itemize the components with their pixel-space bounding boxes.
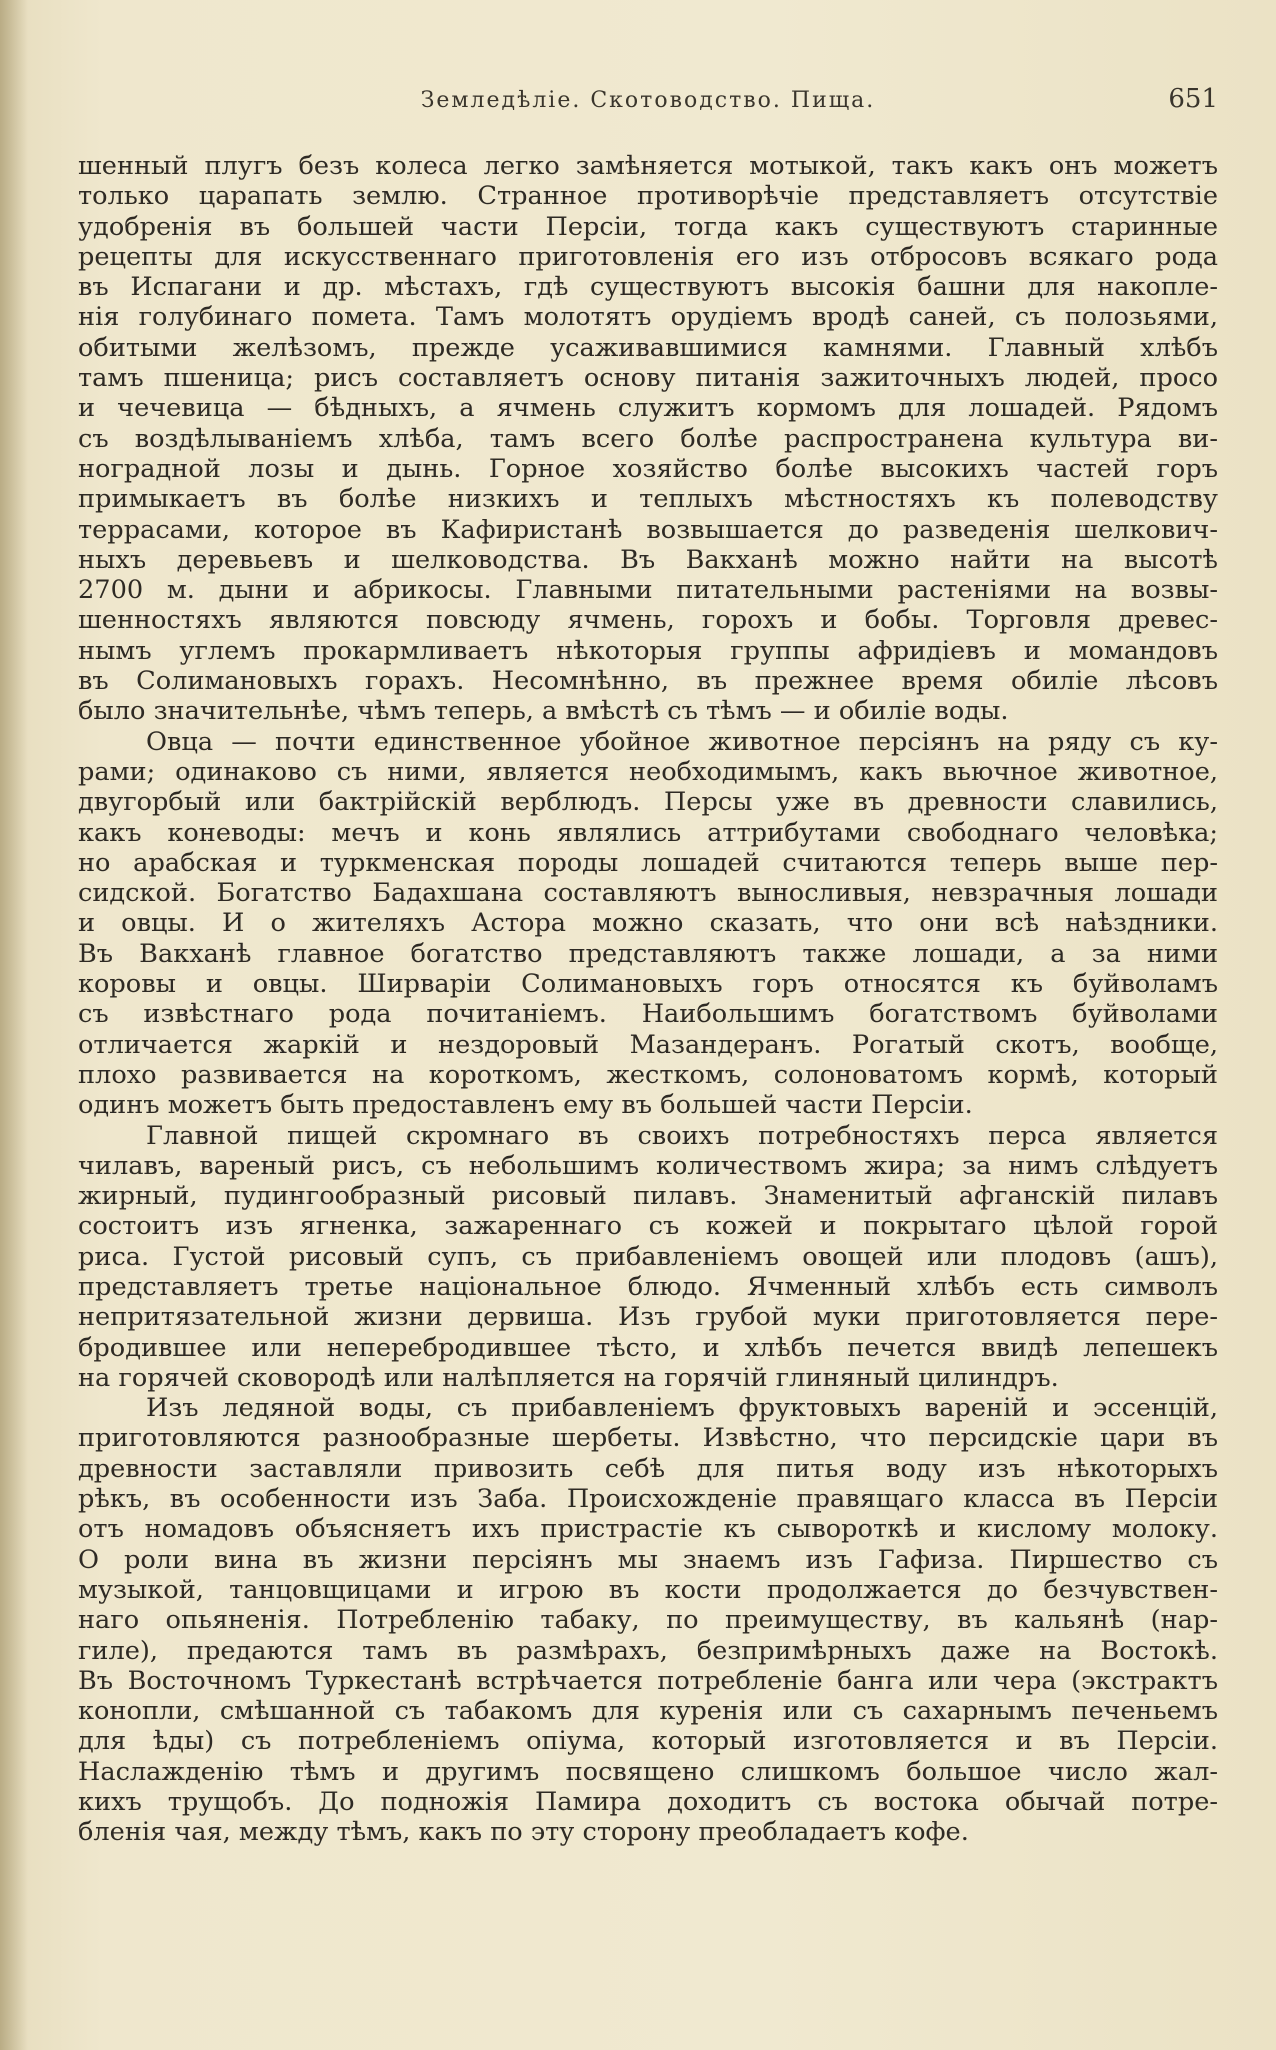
text-line: съ извѣстнаго рода почитаніемъ. Наибольшимъ богатствомъ буйволами — [78, 999, 1218, 1030]
text-line: рецепты для искусственнаго приготовленія его изъ отбросовъ всякаго рода — [78, 241, 1218, 272]
text-line: въ Солимановыхъ горахъ. Несомнѣнно, въ прежнее время обиліе лѣсовъ — [78, 666, 1218, 697]
text-line: въ Испагани и др. мѣстахъ, гдѣ существуютъ высокія башни для накопле- — [78, 272, 1218, 303]
text-line: только царапать землю. Странное противорѣчіе представляетъ отсутствіе — [78, 181, 1218, 212]
text-line: одинъ можетъ быть предоставленъ ему въ большей части Персіи. — [78, 1090, 973, 1121]
text-line: риса. Густой рисовый супъ, съ прибавленіемъ овощей или плодовъ (ашъ), — [78, 1241, 1218, 1272]
text-line: кихъ трущобъ. До подножія Памира доходитъ съ востока обычай потре- — [78, 1787, 1218, 1818]
text-line: нія голубинаго помета. Тамъ молотятъ орудіемъ вродѣ саней, съ полозьями, — [78, 302, 1218, 333]
text-line: музыкой, танцовщицами и игрою въ кости продолжается до безчувствен- — [78, 1574, 1218, 1605]
text-line: гиле), предаются тамъ въ размѣрахъ, безпримѣрныхъ даже на Востокѣ. — [78, 1635, 1218, 1666]
text-line: и чечевица — бѣдныхъ, а ячмень служитъ кормомъ для лошадей. Рядомъ — [78, 393, 1218, 424]
text-line: нымъ углемъ прокармливаетъ нѣкоторыя группы афридіевъ и момандовъ — [78, 635, 1218, 666]
text-line: ныхъ деревьевъ и шелководства. Въ Вакханѣ можно найти на высотѣ — [78, 544, 1218, 575]
paragraph — [78, 727, 1218, 1121]
page-body — [78, 151, 1218, 1848]
text-line: сидской. Богатство Бадахшана составляютъ выносливыя, невзрачныя лошади — [78, 878, 1218, 909]
text-line: примыкаетъ въ болѣе низкихъ и теплыхъ мѣстностяхъ къ полеводству — [78, 484, 1218, 515]
text-line: террасами, которое въ Кафиристанѣ возвышается до разведенія шелкович- — [78, 514, 1218, 545]
text-line: Въ Вакханѣ главное богатство представляютъ также лошади, а за ними — [78, 938, 1218, 969]
text-line: Главной пищей скромнаго въ своихъ потребностяхъ перса является — [146, 1120, 1218, 1151]
text-line: рами; одинаково съ ними, является необходимымъ, какъ вьючное животное, — [78, 756, 1218, 787]
text-line: Изъ ледяной воды, съ прибавленіемъ фруктовыхъ вареній и эссенцій, — [146, 1393, 1218, 1424]
text-line: было значительнѣе, чѣмъ теперь, а вмѣстѣ съ тѣмъ — и обиліе воды. — [78, 696, 1009, 727]
text-line: но арабская и туркменская породы лошадей считаются теперь выше пер- — [78, 847, 1218, 878]
text-line: отличается жаркій и нездоровый Мазандеранъ. Рогатый скотъ, вообще, — [78, 1029, 1218, 1060]
text-line: и овцы. И о жителяхъ Астора можно сказать, что они всѣ наѣздники. — [78, 908, 1218, 939]
text-line: тамъ пшеница; рисъ составляетъ основу питанія зажиточныхъ людей, просо — [78, 363, 1218, 394]
text-line: состоитъ изъ ягненка, зажареннаго съ кожей и покрытаго цѣлой горой — [78, 1211, 1218, 1242]
paragraph — [78, 151, 1218, 727]
text-line: Овца — почти единственное убойное животное персіянъ на ряду съ ку- — [146, 726, 1218, 757]
text-line: удобренія въ большей части Персіи, тогда какъ существуютъ старинные — [78, 211, 1218, 242]
text-line: для ѣды) съ потребленіемъ опіума, который изготовляется и въ Персіи. — [78, 1726, 1218, 1757]
text-line: обитыми желѣзомъ, прежде усаживавшимися камнями. Главный хлѣбъ — [78, 332, 1218, 363]
running-title: Земледѣліе. Скотоводство. Пища. — [420, 88, 876, 113]
text-line: рѣкъ, въ особенности изъ Заба. Происхожденіе правящаго класса въ Персіи — [78, 1484, 1218, 1515]
text-line: наго опьяненія. Потребленію табаку, по преимуществу, въ кальянѣ (нар- — [78, 1605, 1218, 1636]
text-line: 2700 м. дыни и абрикосы. Главными питательными растеніями на возвы- — [78, 575, 1218, 606]
text-line: ноградной лозы и дынь. Горное хозяйство болѣе высокихъ частей горъ — [78, 453, 1218, 484]
text-line: приготовляются разнообразные шербеты. Извѣстно, что персидскіе цари въ — [78, 1423, 1218, 1454]
text-line: непритязательной жизни дервиша. Изъ грубой муки приготовляется пере- — [78, 1302, 1218, 1333]
text-line: представляетъ третье національное блюдо. Ячменный хлѣбъ есть символъ — [78, 1271, 1218, 1302]
paragraph — [78, 1393, 1218, 1847]
text-line: двугорбый или бактрійскій верблюдъ. Персы уже въ древности славились, — [78, 787, 1218, 818]
text-line: бродившее или неперебродившее тѣсто, и хлѣбъ печется ввидѣ лепешекъ — [78, 1332, 1218, 1363]
page-gutter-shadow — [0, 0, 28, 2050]
text-line: древности заставляли привозить себѣ для питья воду изъ нѣкоторыхъ — [78, 1453, 1218, 1484]
text-line: бленія чая, между тѣмъ, какъ по эту сторону преобладаетъ кофе. — [78, 1817, 969, 1848]
text-line: шенный плугъ безъ колеса легко замѣняется мотыкой, такъ какъ онъ можетъ — [78, 151, 1218, 181]
text-line: конопли, смѣшанной съ табакомъ для куренія или съ сахарнымъ печеньемъ — [78, 1696, 1218, 1727]
text-line: плохо развивается на короткомъ, жесткомъ, солоноватомъ кормѣ, который — [78, 1059, 1218, 1090]
text-line: чилавъ, вареный рисъ, съ небольшимъ количествомъ жира; за нимъ слѣдуетъ — [78, 1150, 1218, 1181]
page-header — [78, 84, 1218, 124]
text-line: какъ коневоды: мечъ и конь являлись аттрибутами свободнаго человѣка; — [78, 817, 1218, 848]
text-line: на горячей сковородѣ или налѣпляется на горячій глиняный цилиндръ. — [78, 1362, 1059, 1393]
text-line: коровы и овцы. Ширваріи Солимановыхъ горъ относятся къ буйволамъ — [78, 969, 1218, 1000]
text-line: жирный, пудингообразный рисовый пилавъ. Знаменитый афганскій пилавъ — [78, 1181, 1218, 1212]
paragraph — [78, 1121, 1218, 1394]
text-line: съ воздѣлываніемъ хлѣба, тамъ всего болѣе распространена культура ви- — [78, 423, 1218, 454]
text-line: отъ номадовъ объясняетъ ихъ пристрастіе къ сывороткѣ и кислому молоку. — [78, 1514, 1218, 1545]
text-line: Въ Восточномъ Туркестанѣ встрѣчается потребленіе банга или чера (экстрактъ — [78, 1665, 1218, 1696]
page-number: 651 — [1168, 84, 1218, 114]
text-line: О роли вина въ жизни персіянъ мы знаемъ изъ Гафиза. Пиршество съ — [78, 1544, 1218, 1575]
text-line: Наслажденію тѣмъ и другимъ посвящено слишкомъ большое число жал- — [78, 1756, 1218, 1787]
text-line: шенностяхъ являются повсюду ячмень, горохъ и бобы. Торговля древес- — [78, 605, 1218, 636]
